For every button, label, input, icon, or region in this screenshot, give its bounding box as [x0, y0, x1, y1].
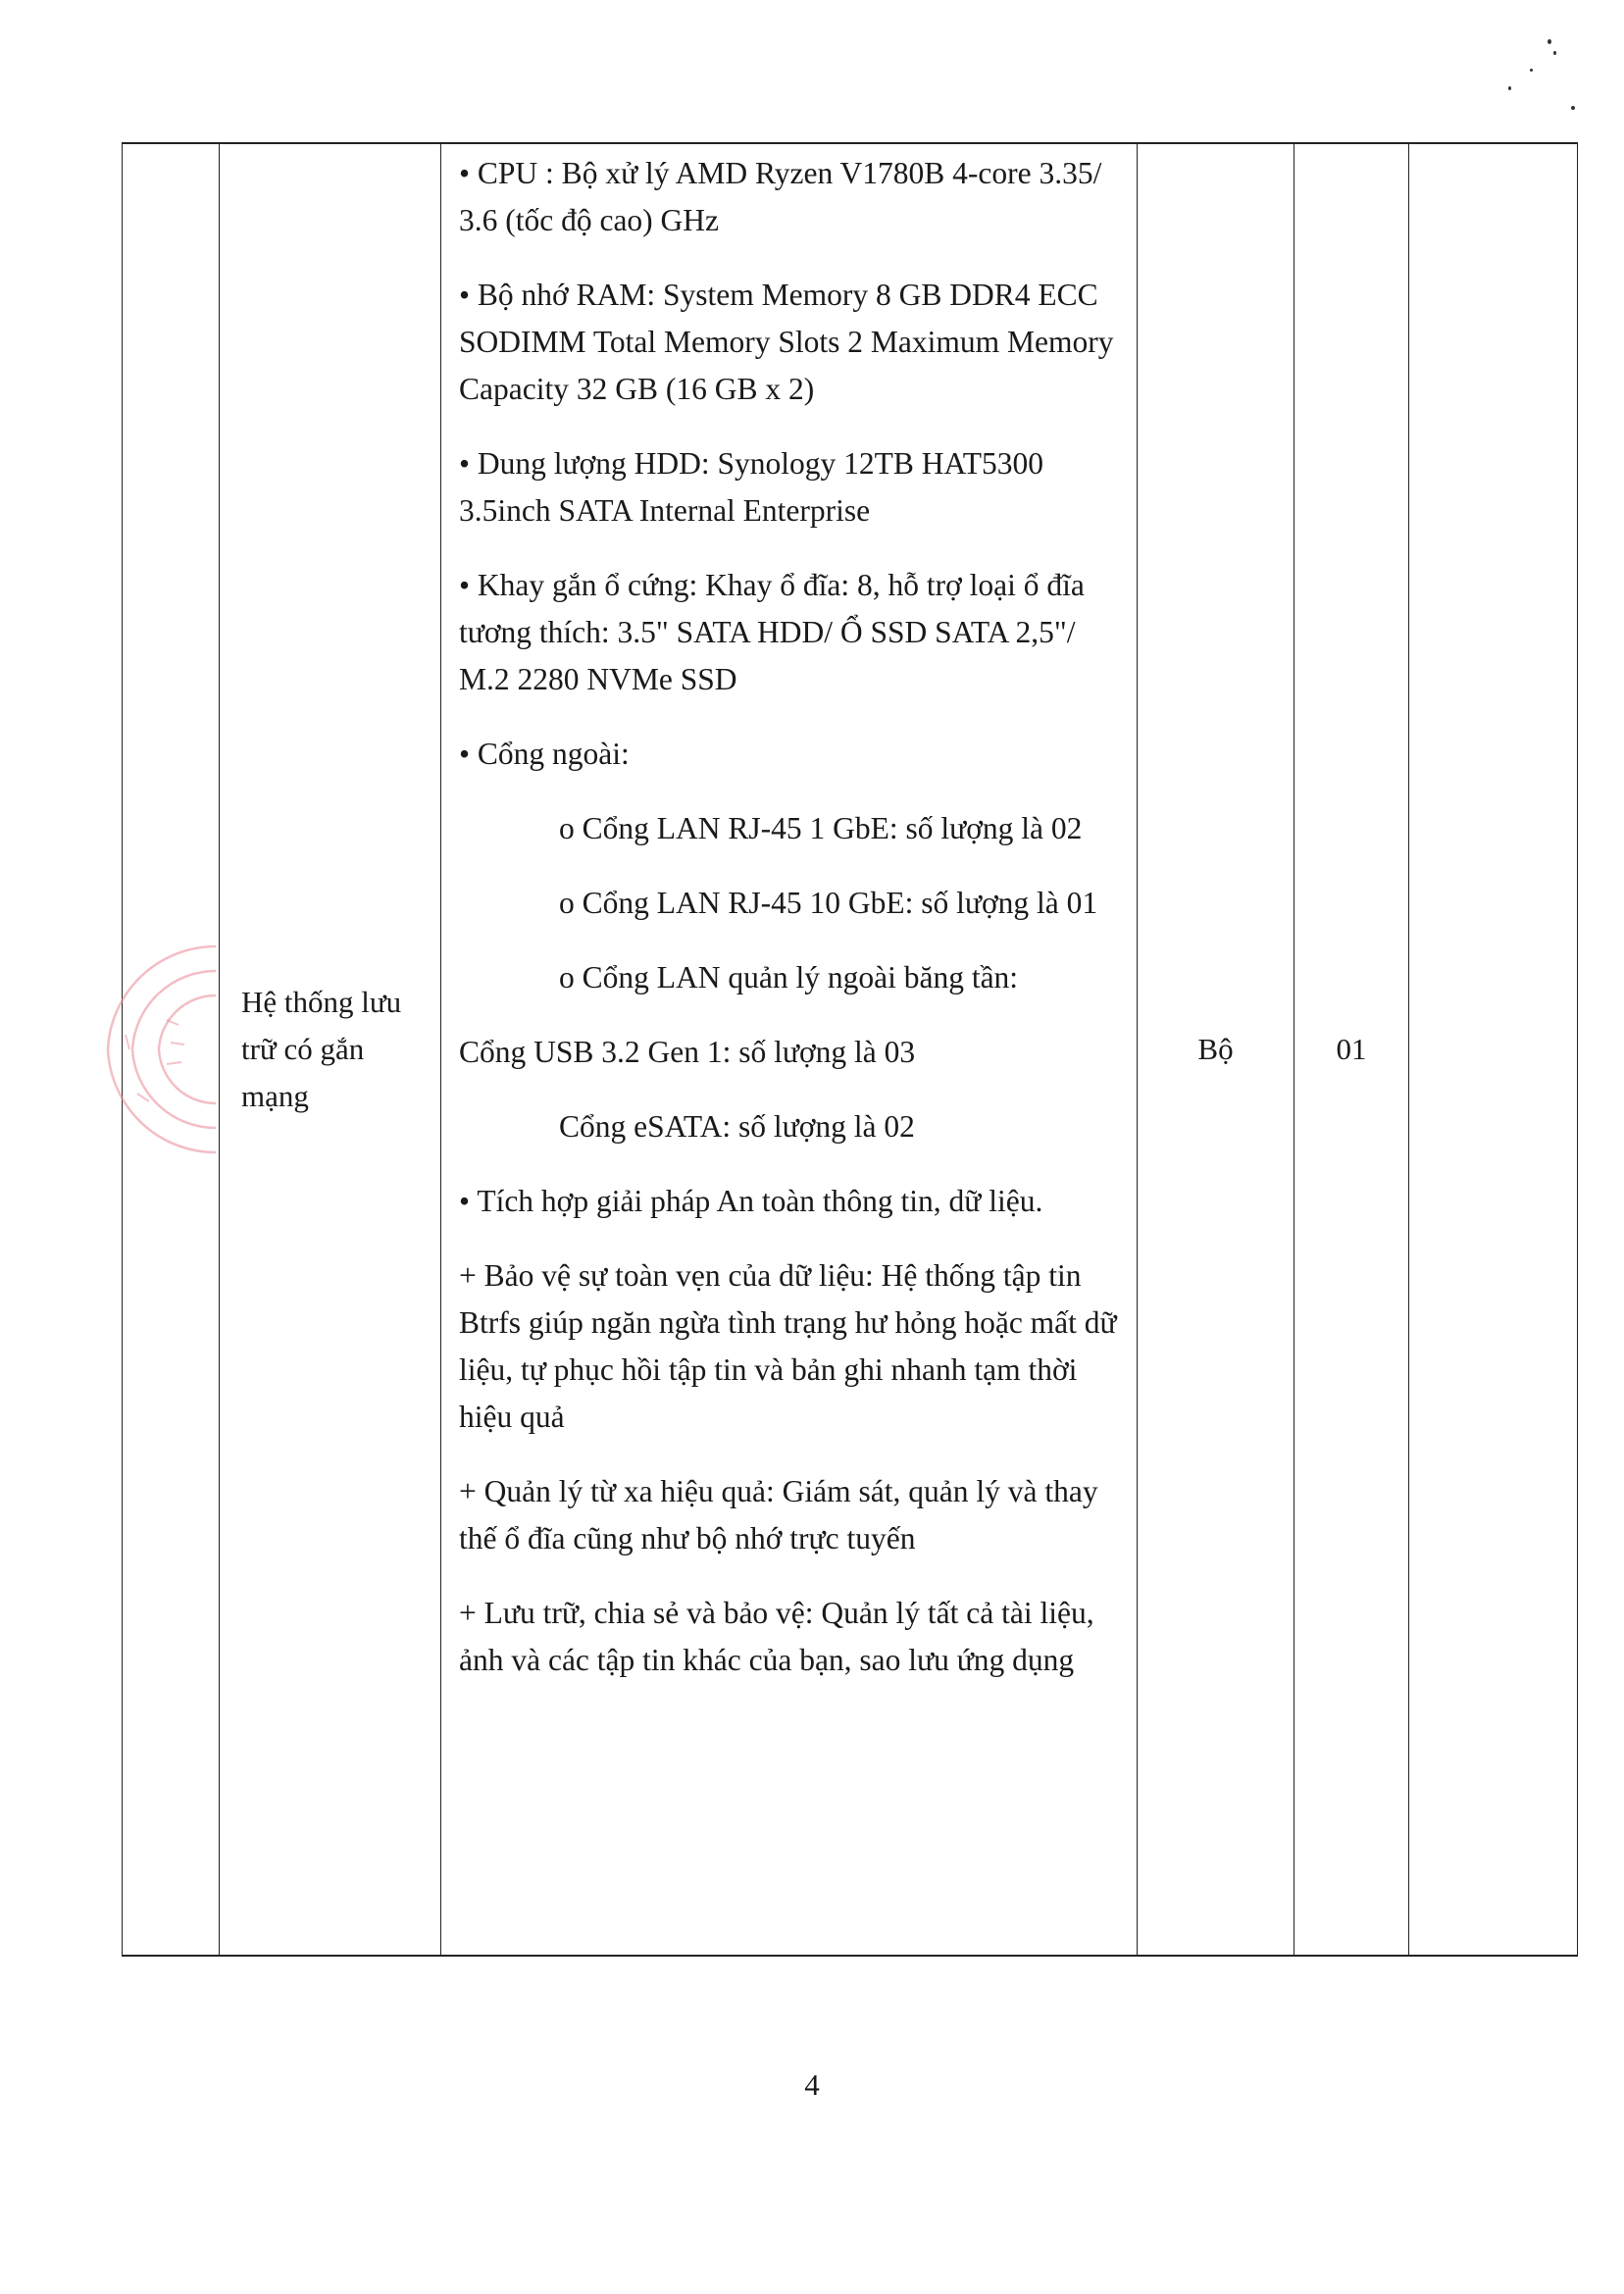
- scan-speck: [1508, 86, 1511, 90]
- scan-speck: [1571, 106, 1575, 110]
- spec-paragraph: o Cổng LAN quản lý ngoài băng tần:: [559, 960, 1019, 994]
- spec-paragraph: • Dung lượng HDD: Synology 12TB HAT5300 3.5inch SATA Internal Enterprise: [459, 446, 1044, 528]
- spec-paragraph: + Lưu trữ, chia sẻ và bảo vệ: Quản lý tất cả tài liệu, ảnh và các tập tin khác của bạn, sao lưu ứng dụng: [459, 1596, 1094, 1677]
- spec-paragraph: o Cổng LAN RJ-45 1 GbE: số lượng là 02: [559, 811, 1083, 845]
- scan-speck: [1548, 39, 1551, 44]
- spec-paragraph: Cổng eSATA: số lượng là 02: [559, 1109, 915, 1144]
- spec-paragraph: • Bộ nhớ RAM: System Memory 8 GB DDR4 ECC SODIMM Total Memory Slots 2 Maximum Memory Capacity 32 GB (16 GB x 2): [459, 278, 1114, 406]
- spec-paragraph: o Cổng LAN RJ-45 10 GbE: số lượng là 01: [559, 886, 1098, 920]
- spec-paragraph: • CPU : Bộ xử lý AMD Ryzen V1780B 4-core 3.35/ 3.6 (tốc độ cao) GHz: [459, 156, 1102, 237]
- unit-cell: Bộ: [1138, 143, 1294, 1956]
- spec-paragraph: • Khay gắn ổ cứng: Khay ổ đĩa: 8, hỗ trợ loại ổ đĩa tương thích: 3.5" SATA HDD/ Ổ SSD SATA 2,5"/ M.2 2280 NVMe SSD: [459, 568, 1085, 696]
- spec-paragraph: + Quản lý từ xa hiệu quả: Giám sát, quản lý và thay thế ổ đĩa cũng như bộ nhớ trực tuyến: [459, 1474, 1098, 1555]
- quantity-cell: 01: [1294, 143, 1409, 1956]
- item-name-cell: Hệ thống lưu trữ có gắn mạng: [220, 143, 441, 1956]
- spec-list: [459, 150, 1123, 1684]
- spec-paragraph: • Cổng ngoài:: [459, 737, 630, 771]
- table-row: [123, 143, 1578, 1956]
- spec-paragraph: • Tích hợp giải pháp An toàn thông tin, dữ liệu.: [459, 1184, 1043, 1218]
- page-number: 4: [804, 2067, 820, 2102]
- spec-paragraph: Cổng USB 3.2 Gen 1: số lượng là 03: [459, 1035, 916, 1069]
- note-cell: [1409, 143, 1578, 1956]
- spec-table: [122, 142, 1578, 1957]
- scan-speck: [1530, 69, 1533, 72]
- scan-speck: [1553, 51, 1556, 55]
- stt-cell: [123, 143, 220, 1956]
- spec-paragraph: + Bảo vệ sự toàn vẹn của dữ liệu: Hệ thống tập tin Btrfs giúp ngăn ngừa tình trạng hư hỏng hoặc mất dữ liệu, tự phục hồi tập tin và bản ghi nhanh tạm thời hiệu quả: [459, 1258, 1117, 1434]
- spec-cell: [441, 143, 1138, 1956]
